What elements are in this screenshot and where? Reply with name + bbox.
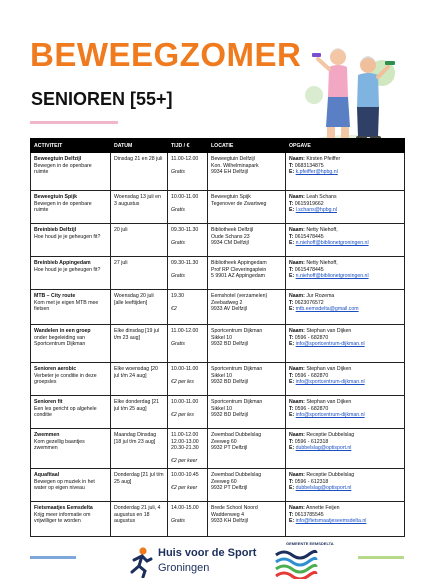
email-link[interactable]: k.pfeiffer@hpbg.nl — [295, 169, 338, 176]
signup-cell — [286, 290, 405, 325]
activity-name: Senioren fit — [34, 399, 63, 405]
activity-time: 19.30 — [171, 293, 184, 299]
spacer — [171, 373, 204, 380]
location-cell — [208, 468, 286, 501]
time-cell — [168, 501, 208, 536]
table-row — [31, 468, 405, 501]
activity-price: Gratis — [171, 169, 185, 176]
location-line: Kon. Wilhelminapark — [211, 162, 259, 169]
table-row — [31, 224, 405, 257]
location-line: Brede School Noord — [211, 504, 258, 511]
activity-description: Hoe houd je je geheugen fit? — [34, 266, 101, 273]
date-cell — [111, 191, 168, 224]
contact-phone: 0596 - 682870 — [294, 372, 329, 379]
footer-line-left — [30, 556, 76, 559]
activity-description: Bewegen in de openbare ruimte — [34, 162, 92, 176]
signup-cell — [286, 468, 405, 501]
activity-price: Gratis — [171, 341, 185, 348]
runner-icon — [128, 546, 154, 578]
location-line: Sikkel 10 — [211, 372, 233, 379]
contact-name: Receptie Dubbelslag — [306, 471, 355, 478]
location-line: Sportcentrum Dijkman — [211, 399, 263, 405]
email-label: E: — [289, 169, 295, 176]
location-line: 9932 PT Delfzijl — [211, 485, 248, 492]
location-cell — [208, 325, 286, 363]
contact-phone: 0596 - 682870 — [294, 334, 329, 341]
phone-label: T: — [289, 438, 294, 445]
spacer — [171, 335, 204, 342]
contact-name: Stephan van Dijken — [306, 328, 352, 334]
table-row — [31, 257, 405, 290]
location-line: Zwembad Dubbelslag — [211, 432, 262, 438]
location-cell — [208, 290, 286, 325]
seniors-exercising-illustration — [296, 35, 402, 155]
email-link[interactable]: info@fietsmaatjeseemsdelta.nl — [295, 518, 367, 525]
activity-name: Zwemmen — [34, 432, 60, 438]
location-line: Waddenweg 4 — [211, 511, 244, 518]
phone-line — [289, 512, 401, 519]
time-cell — [168, 257, 208, 290]
contact-name: Jur Rozema — [306, 293, 335, 299]
contact-phone: 0615919662 — [294, 200, 324, 207]
activity-price: Gratis — [171, 273, 185, 280]
time-cell — [168, 468, 208, 501]
email-link[interactable]: l.schans@hpbg.nl — [295, 207, 337, 214]
activity-name: Aquafitaal — [34, 471, 60, 478]
contact-phone: 0615478445 — [294, 266, 324, 273]
time-cell — [168, 429, 208, 469]
email-label: E: — [289, 518, 295, 525]
table-header-row — [31, 139, 405, 153]
email-line — [289, 412, 401, 419]
column-header-tijd: TIJD / € — [168, 139, 208, 153]
phone-label: T: — [289, 299, 294, 306]
contact-line — [289, 194, 401, 201]
location-line: Bibliotheek Delfzijl — [211, 227, 254, 233]
spacer — [171, 201, 204, 208]
signup-cell — [286, 191, 405, 224]
activity-date: Dinsdag 21 en 28 juli — [114, 156, 163, 162]
location-line: 9933 AV Delfzijl — [211, 306, 247, 313]
spacer — [171, 406, 204, 413]
activity-description: Bewegen op muziek in het water op eigen niveau — [34, 478, 95, 492]
name-label: Naam: — [289, 227, 305, 233]
activity-description: Verbeter je conditie in deze groepsles — [34, 372, 97, 386]
activity-description: onder begeleiding van Sportcentrum Dijkman — [34, 334, 86, 348]
activity-cell — [31, 363, 111, 396]
activity-date: Maandag Dinsdag [18 jul t/m 23 aug] — [114, 432, 157, 445]
contact-phone: 0615478445 — [294, 233, 324, 240]
location-line: 9932 PT Delfzijl — [211, 445, 248, 452]
phone-label: T: — [289, 372, 294, 379]
activity-price: €2 per keer — [171, 485, 198, 492]
location-line: 9932 BD Delfzijl — [211, 379, 248, 386]
date-cell — [111, 429, 168, 469]
date-cell — [111, 501, 168, 536]
activity-description: Kom gezellig baantjes zwemmen — [34, 438, 85, 452]
location-line: Tegenover de Zwartweg — [211, 200, 267, 207]
date-cell — [111, 153, 168, 191]
signup-cell — [286, 325, 405, 363]
spacer — [171, 234, 204, 241]
activity-date: Elke woensdag [20 jul t/m 24 aug] — [114, 366, 158, 379]
email-link[interactable]: n.niehoff@biblionetgroningen.nl — [295, 240, 369, 247]
activity-time: 10.00-11.00 — [171, 366, 199, 372]
column-header-locatie: LOCATIE — [208, 139, 286, 153]
location-line: Sikkel 10 — [211, 334, 233, 341]
contact-line — [289, 260, 401, 267]
page-title: BEWEEGZOMER — [30, 36, 302, 73]
phone-line — [289, 479, 401, 486]
activity-cell — [31, 325, 111, 363]
contact-line — [289, 156, 401, 163]
phone-label: T: — [289, 233, 294, 240]
contact-line — [289, 293, 401, 300]
name-label: Naam: — [289, 328, 305, 334]
activity-description: Een les gericht op algehele conditie — [34, 405, 97, 419]
time-cell — [168, 325, 208, 363]
name-label: Naam: — [289, 293, 305, 299]
phone-line — [289, 201, 401, 208]
activity-name: Beweegtuin Delfzijl — [34, 156, 82, 162]
contact-phone: 0596 - 682870 — [294, 405, 329, 412]
email-label: E: — [289, 273, 295, 280]
spacer — [171, 452, 204, 459]
footer-line-right — [358, 556, 404, 559]
location-line: Zeebadweg 2 — [211, 299, 243, 306]
activity-description: Bewegen in de openbare ruimte — [34, 200, 92, 214]
spacer — [171, 300, 204, 307]
activity-time: 10.00-11.00 — [171, 399, 199, 405]
email-line — [289, 207, 401, 214]
activity-price: €2 per keer — [171, 458, 198, 465]
table-row — [31, 396, 405, 429]
activity-time: 10.00-10.45 — [171, 471, 199, 478]
contact-phone: 0596 - 612318 — [294, 478, 329, 485]
location-line: 9932 BD Delfzijl — [211, 412, 248, 419]
phone-label: T: — [289, 266, 294, 273]
name-label: Naam: — [289, 194, 305, 200]
email-line — [289, 518, 401, 525]
email-line — [289, 240, 401, 247]
phone-label: T: — [289, 334, 294, 341]
name-label: Naam: — [289, 260, 305, 266]
location-line: Oude Schans 23 — [211, 233, 250, 240]
email-link[interactable]: mtb.eemsdelta@gmail.com — [295, 306, 359, 313]
location-line: 9934 EH Delfzijl — [211, 169, 248, 176]
location-cell — [208, 257, 286, 290]
location-line: Eemshotel (verzamelen) — [211, 293, 268, 299]
name-label: Naam: — [289, 399, 305, 405]
date-cell — [111, 468, 168, 501]
column-header-activiteit: ACTIVITEIT — [31, 139, 111, 153]
table-row — [31, 191, 405, 224]
activity-date: Elke dinsdag [19 jul t/m 23 aug] — [114, 328, 159, 341]
activity-cell — [31, 224, 111, 257]
gemeente-eemsdelta-logo — [274, 540, 334, 580]
name-label: Naam: — [289, 504, 305, 511]
email-line — [289, 379, 401, 386]
activity-cell — [31, 396, 111, 429]
activity-date: 20 juli — [114, 227, 128, 233]
time-cell — [168, 224, 208, 257]
email-line — [289, 306, 401, 313]
activity-time: 11.00-12.00 — [171, 328, 199, 334]
date-cell — [111, 396, 168, 429]
email-label: E: — [289, 207, 295, 214]
contact-line — [289, 227, 401, 234]
location-line: Sportcentrum Dijkman — [211, 328, 263, 334]
date-cell — [111, 325, 168, 363]
email-link[interactable]: info@sportcentrum-dijkman.nl — [295, 379, 365, 386]
email-label: E: — [289, 379, 295, 386]
location-cell — [208, 153, 286, 191]
activity-cell — [31, 429, 111, 469]
signup-cell — [286, 257, 405, 290]
time-cell — [168, 153, 208, 191]
activity-name: Breinbieb Appingedam — [34, 260, 91, 266]
activities-table — [30, 138, 405, 537]
email-label: E: — [289, 240, 295, 247]
email-link[interactable]: n.niehoff@biblionetgroningen.nl — [295, 273, 369, 280]
time-cell — [168, 363, 208, 396]
page-subtitle: SENIOREN [55+] — [31, 89, 173, 109]
contact-name: Leah Schans — [306, 194, 337, 200]
location-line: 9933 KH Delfzijl — [211, 518, 248, 525]
signup-cell — [286, 501, 405, 536]
spacer — [171, 512, 204, 519]
phone-line — [289, 439, 401, 446]
phone-line — [289, 234, 401, 241]
logo1-line1: Huis voor de Sport — [158, 547, 257, 559]
activity-name: Senioren aerobic — [34, 366, 77, 372]
activity-description: Hoe houd je je geheugen fit? — [34, 233, 101, 240]
email-line — [289, 341, 401, 348]
phone-label: T: — [289, 511, 294, 518]
contact-line — [289, 399, 401, 406]
date-cell — [111, 363, 168, 396]
huis-voor-de-sport-logo — [128, 544, 257, 580]
spacer — [171, 479, 204, 486]
activity-price: €2 per les — [171, 412, 194, 419]
location-cell — [208, 224, 286, 257]
name-label: Naam: — [289, 156, 305, 162]
email-line — [289, 485, 401, 492]
activity-price: €2 — [171, 306, 177, 313]
activity-date: Elke donderdag [21 jul t/m 25 aug] — [114, 399, 159, 412]
activity-name: Beweegtuin Spijk — [34, 194, 77, 200]
activity-date: Donderdag [21 jul t/m 25 aug] — [114, 471, 164, 485]
date-cell — [111, 290, 168, 325]
email-line — [289, 445, 401, 452]
table-row — [31, 429, 405, 469]
activity-cell — [31, 501, 111, 536]
contact-name: Netty Niehoff, — [306, 227, 338, 233]
contact-name: Kirsten Pfeiffer — [306, 156, 341, 162]
name-label: Naam: — [289, 432, 305, 438]
activity-date: Woensdag 20 juli [alle leeftijden] — [114, 293, 154, 306]
contact-phone: 0683134875 — [294, 162, 324, 169]
email-line — [289, 273, 401, 280]
phone-label: T: — [289, 162, 294, 169]
contact-line — [289, 472, 401, 479]
location-cell — [208, 191, 286, 224]
phone-line — [289, 300, 401, 307]
location-line: Zeeweg 60 — [211, 478, 237, 485]
signup-cell — [286, 153, 405, 191]
spacer — [171, 267, 204, 274]
contact-line — [289, 328, 401, 335]
contact-name: Netty Niehoff, — [306, 260, 338, 266]
email-link[interactable]: dubbelslag@optisport.nl — [295, 445, 352, 452]
location-line: 9934 CM Delfzijl — [211, 240, 249, 247]
phone-line — [289, 335, 401, 342]
activity-name: MTB – City route — [34, 293, 76, 299]
phone-line — [289, 163, 401, 170]
table-row — [31, 325, 405, 363]
spacer — [171, 163, 204, 170]
activity-cell — [31, 191, 111, 224]
contact-line — [289, 366, 401, 373]
activity-time: 10.00-11.00 — [171, 194, 199, 200]
activity-cell — [31, 290, 111, 325]
location-line: Zwembad Dubbelslag — [211, 471, 262, 478]
time-cell — [168, 396, 208, 429]
email-label: E: — [289, 306, 295, 313]
activity-name: Fietsmaatjes Eemsdelta — [34, 504, 93, 511]
email-link[interactable]: info@sportcentrum-dijkman.nl — [295, 412, 365, 419]
activity-date: 27 juli — [114, 260, 128, 266]
date-cell — [111, 224, 168, 257]
activity-cell — [31, 153, 111, 191]
location-line: Zeeweg 60 — [211, 438, 237, 445]
email-label: E: — [289, 341, 295, 348]
contact-line — [289, 505, 401, 512]
activity-time: 09.30-11.30 — [171, 227, 199, 233]
name-label: Naam: — [289, 366, 305, 372]
activity-price: Gratis — [171, 240, 185, 247]
activity-cell — [31, 468, 111, 501]
table-row — [31, 290, 405, 325]
activity-description: Krijg meer informatie om vrijwilliger te worden — [34, 511, 91, 525]
phone-line — [289, 267, 401, 274]
location-cell — [208, 429, 286, 469]
name-label: Naam: — [289, 471, 305, 478]
date-cell — [111, 257, 168, 290]
contact-phone: 0613785545 — [294, 511, 324, 518]
location-line: 5 9901 AZ Appingedam — [211, 273, 265, 280]
logo1-line2: Groningen — [158, 562, 210, 574]
email-label: E: — [289, 412, 295, 419]
contact-name: Stephan van Dijken — [306, 399, 352, 405]
table-row — [31, 501, 405, 536]
contact-phone: 0596 - 612318 — [294, 438, 329, 445]
email-label: E: — [289, 485, 295, 492]
contact-line — [289, 432, 401, 439]
activity-price: €2 per les — [171, 379, 194, 386]
location-line: Bibliotheek Appingedam — [211, 260, 267, 266]
column-header-datum: DATUM — [111, 139, 168, 153]
location-line: Sportcentrum Dijkman — [211, 366, 263, 372]
activity-price: Gratis — [171, 207, 185, 214]
location-line: Beweegtuin Delfzijl — [211, 156, 255, 162]
activity-name: Wandelen in een groep — [34, 328, 91, 334]
phone-label: T: — [289, 478, 294, 485]
email-link[interactable]: info@sportcentrum-dijkman.nl — [295, 341, 365, 348]
contact-name: Stephan van Dijken — [306, 366, 352, 372]
email-line — [289, 169, 401, 176]
contact-phone: 0623076572 — [294, 299, 324, 306]
phone-label: T: — [289, 405, 294, 412]
location-line: Beweegtuin Spijk — [211, 194, 251, 200]
activity-name: Breinbieb Delfzijl — [34, 227, 77, 233]
location-cell — [208, 363, 286, 396]
phone-label: T: — [289, 200, 294, 207]
contact-name: Receptie Dubbelslag — [306, 432, 355, 438]
signup-cell — [286, 396, 405, 429]
location-line: 9932 BD Delfzijl — [211, 341, 248, 348]
table-row — [31, 153, 405, 191]
activity-cell — [31, 257, 111, 290]
signup-cell — [286, 224, 405, 257]
activity-time: 09.30-11.30 — [171, 260, 199, 266]
activity-time: 11.00-12.00 12.00-13.00 20.30-21.30 — [171, 432, 199, 452]
activity-price: Gratis — [171, 518, 185, 525]
location-line: Prof RP Cleveringaplein — [211, 266, 267, 273]
email-label: E: — [289, 445, 295, 452]
activity-date: Donderdag 21 juli, 4 augustus en 18 augustus — [114, 504, 161, 525]
phone-line — [289, 373, 401, 380]
email-link[interactable]: dubbelslag@optisport.nl — [295, 485, 352, 492]
activity-description: Kom met je eigen MTB mee fietsen — [34, 299, 99, 313]
phone-line — [289, 406, 401, 413]
time-cell — [168, 191, 208, 224]
waves-icon — [274, 547, 318, 579]
logo2-text: GEMEENTE EEMSDELTA — [286, 541, 334, 546]
column-header-opgave: OPGAVE — [286, 139, 405, 153]
location-line: Sikkel 10 — [211, 405, 233, 412]
activity-time: 14.00-15.00 — [171, 504, 199, 511]
time-cell — [168, 290, 208, 325]
location-cell — [208, 501, 286, 536]
table-row — [31, 363, 405, 396]
activity-date: Woensdag 13 juli en 3 augustus — [114, 194, 161, 207]
activity-time: 11.00-12.00 — [171, 156, 199, 162]
location-cell — [208, 396, 286, 429]
signup-cell — [286, 429, 405, 469]
contact-name: Annette Feijen — [306, 504, 340, 511]
pink-divider — [30, 121, 118, 124]
signup-cell — [286, 363, 405, 396]
